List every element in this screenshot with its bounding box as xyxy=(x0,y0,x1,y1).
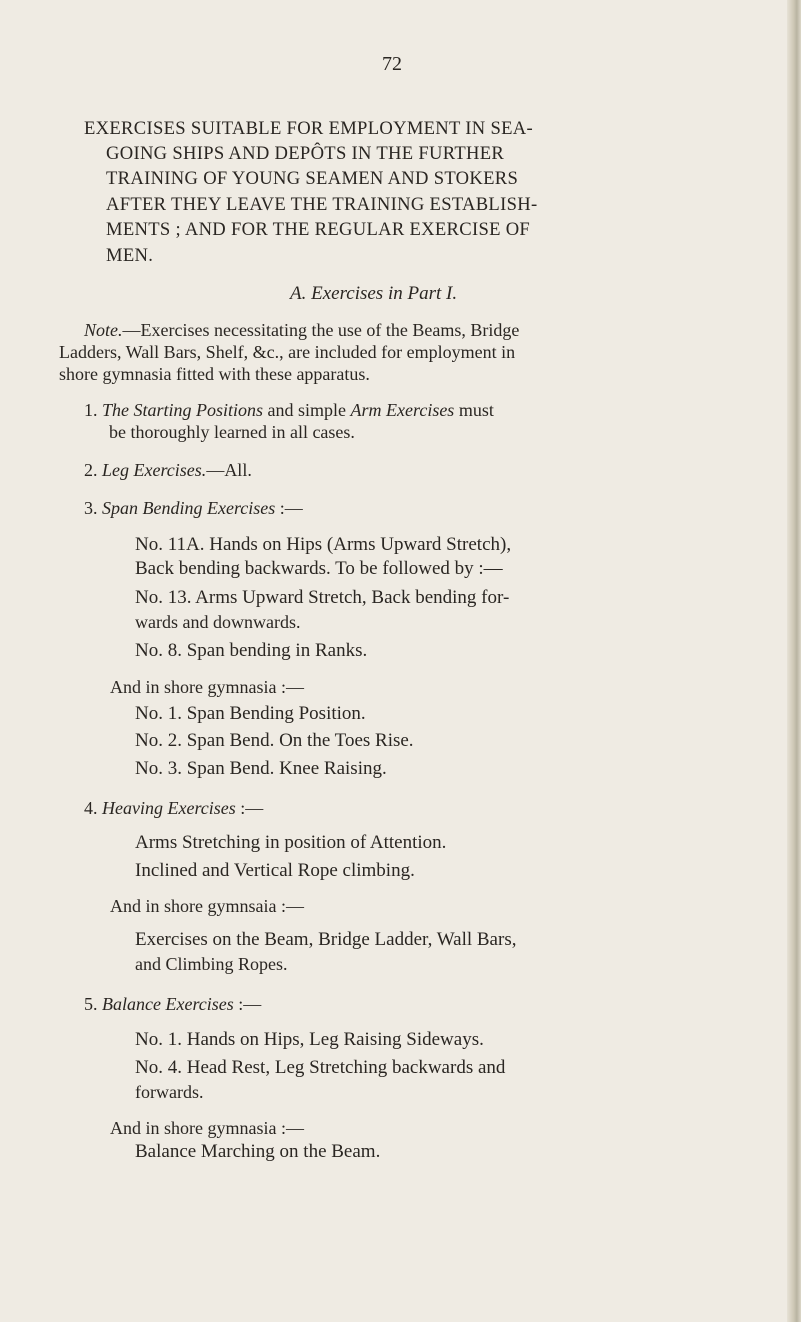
heading-line: MENTS ; AND FOR THE REGULAR EXERCISE OF xyxy=(106,219,531,240)
exercise-line: No. 13. Arms Upward Stretch, Back bending for- xyxy=(135,587,510,608)
item-5-heading xyxy=(84,993,261,1015)
item-2 xyxy=(84,459,252,481)
item-title: Leg Exercises. xyxy=(102,460,207,480)
item-number: 2. xyxy=(84,460,98,480)
item-number: 5. xyxy=(84,994,98,1014)
exercise-line: and Climbing Ropes. xyxy=(135,954,288,974)
note-text: —Exercises necessitating the use of the Beams, Bridge xyxy=(122,320,520,340)
item-4-heading xyxy=(84,797,263,819)
item-3-heading xyxy=(84,497,303,519)
item-title: Arm Exercises xyxy=(350,400,455,420)
note-line: Ladders, Wall Bars, Shelf, &c., are included for employment in xyxy=(59,342,516,362)
item-1-line xyxy=(84,399,494,421)
exercise-line: No. 2. Span Bend. On the Toes Rise. xyxy=(135,730,414,751)
exercise-line: Exercises on the Beam, Bridge Ladder, Wall Bars, xyxy=(135,929,517,950)
exercise-line: No. 1. Hands on Hips, Leg Raising Sideways. xyxy=(135,1029,484,1050)
item-text: —All. xyxy=(206,460,252,480)
exercise-line: Inclined and Vertical Rope climbing. xyxy=(135,860,415,881)
item-number: 4. xyxy=(84,798,98,818)
exercise-line: Balance Marching on the Beam. xyxy=(135,1141,381,1162)
exercise-line: No. 1. Span Bending Position. xyxy=(135,703,366,724)
item-text: and simple xyxy=(263,400,351,420)
shore-label: And in shore gymnasia :— xyxy=(110,677,304,697)
shore-label: And in shore gymnsaia :— xyxy=(110,896,304,916)
exercise-line: forwards. xyxy=(135,1082,204,1102)
exercise-line: No. 11A. Hands on Hips (Arms Upward Stretch), xyxy=(135,534,512,555)
section-title-text: A. Exercises in Part I. xyxy=(290,283,458,304)
item-1-line: be thoroughly learned in all cases. xyxy=(109,422,355,442)
page-edge xyxy=(787,0,801,1322)
item-text: :— xyxy=(233,994,262,1014)
item-title: Heaving Exercises xyxy=(102,798,236,818)
item-text: must xyxy=(454,400,494,420)
item-title: Span Bending Exercises xyxy=(102,498,276,518)
heading-line: GOING SHIPS AND DEPÔTS IN THE FURTHER xyxy=(106,143,505,164)
item-number: 3. xyxy=(84,498,98,518)
item-number: 1. xyxy=(84,400,98,420)
item-title: The Starting Positions xyxy=(102,400,264,420)
note-label: Note. xyxy=(84,320,123,340)
exercise-line: Arms Stretching in position of Attention. xyxy=(135,832,447,853)
heading-line: TRAINING OF YOUNG SEAMEN AND STOKERS xyxy=(106,168,519,189)
note-line xyxy=(84,319,519,341)
heading-line: AFTER THEY LEAVE THE TRAINING ESTABLISH- xyxy=(106,194,538,215)
exercise-line: No. 8. Span bending in Ranks. xyxy=(135,640,368,661)
item-text: :— xyxy=(235,798,264,818)
shore-label: And in shore gymnasia :— xyxy=(110,1118,304,1138)
section-title xyxy=(290,283,457,305)
exercise-line: Back bending backwards. To be followed by :— xyxy=(135,558,503,579)
item-text: :— xyxy=(275,498,303,518)
exercise-line: No. 3. Span Bend. Knee Raising. xyxy=(135,758,387,779)
exercise-line: wards and downwards. xyxy=(135,612,301,632)
heading-line: MEN. xyxy=(106,245,154,266)
item-title: Balance Exercises xyxy=(102,994,234,1014)
exercise-line: No. 4. Head Rest, Leg Stretching backwards and xyxy=(135,1057,506,1078)
heading-line: EXERCISES SUITABLE FOR EMPLOYMENT IN SEA- xyxy=(84,118,533,139)
page-number: 72 xyxy=(382,53,402,75)
note-line: shore gymnasia fitted with these apparatus. xyxy=(59,364,370,384)
